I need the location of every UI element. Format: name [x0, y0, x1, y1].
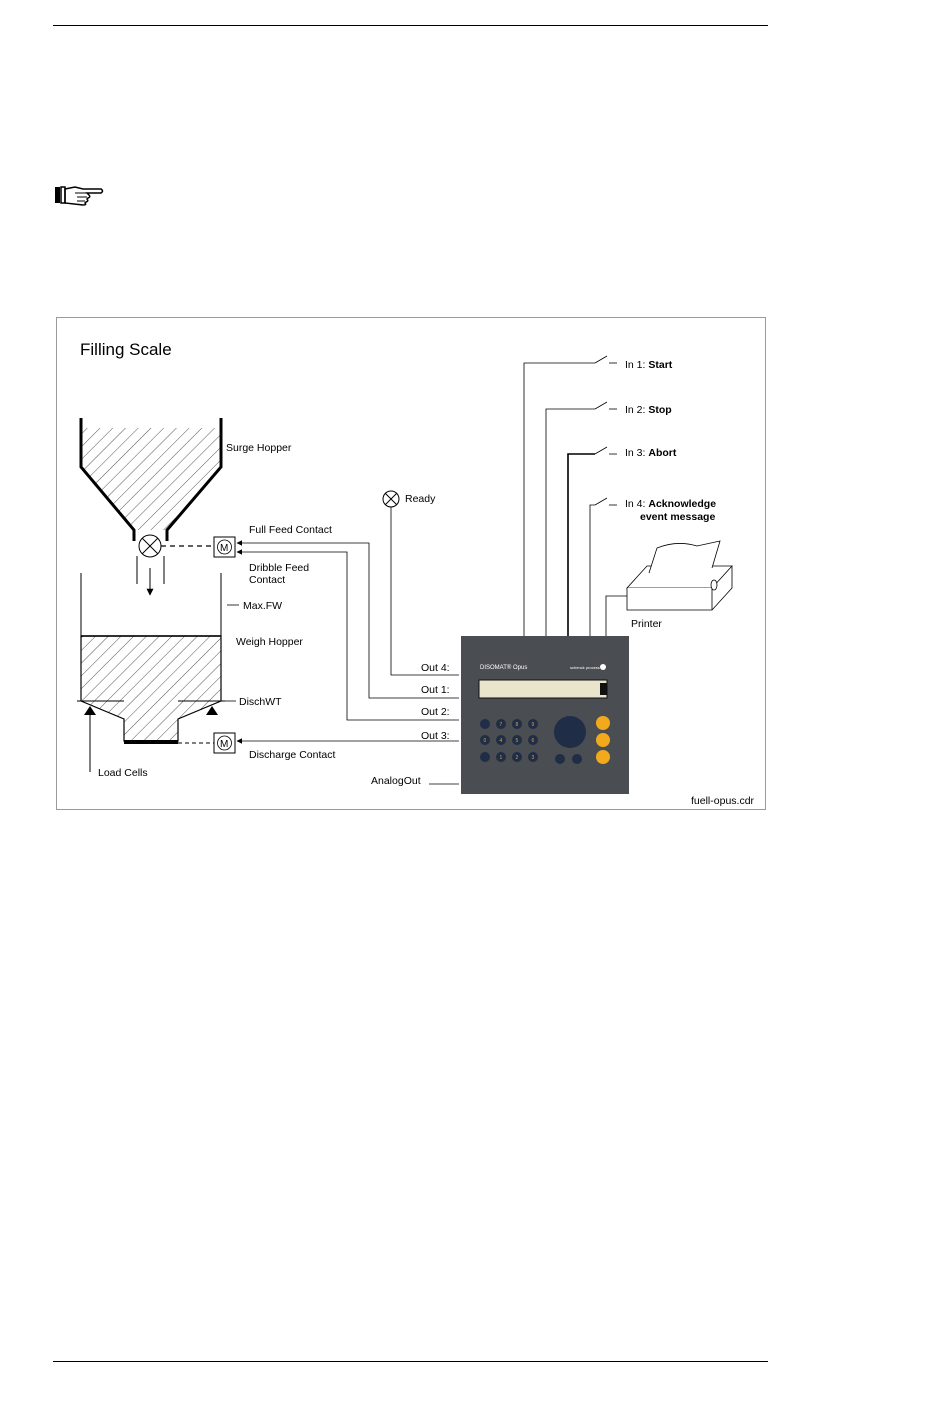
- bottom-rule: [53, 1361, 768, 1362]
- svg-text:M: M: [220, 543, 229, 554]
- in3-name: Abort: [648, 447, 677, 459]
- weigh-hopper: [77, 573, 225, 742]
- svg-text:2: 2: [515, 755, 519, 761]
- svg-text:In 4: Acknowledge: [625, 498, 716, 510]
- discharge-motor-icon: [214, 733, 235, 753]
- filling-scale-figure: [56, 317, 766, 810]
- in1-name: Start: [648, 359, 673, 371]
- out3-label: Out 3:: [421, 730, 450, 742]
- svg-text:In 2: Stop: [625, 404, 672, 416]
- dribble-feed-label-2: Contact: [249, 574, 286, 586]
- load-cell-left-icon: [84, 706, 96, 715]
- in4-name-2: event message: [640, 511, 716, 523]
- load-cell-right-icon: [206, 706, 218, 715]
- discharge-contact-label: Discharge Contact: [249, 749, 336, 761]
- load-cells-label: Load Cells: [98, 767, 148, 779]
- in2-name: Stop: [648, 404, 672, 416]
- svg-text:In 3: Abort: [625, 447, 677, 459]
- in4-prefix: In 4:: [625, 498, 646, 510]
- out4-label: Out 4:: [421, 662, 450, 674]
- printer-label: Printer: [631, 618, 662, 630]
- device-display: [479, 680, 607, 698]
- svg-text:4: 4: [499, 738, 503, 744]
- top-rule: [53, 25, 768, 26]
- max-fw-label: Max.FW: [243, 600, 283, 612]
- in1-prefix: In 1:: [625, 359, 646, 371]
- in4-name-1: Acknowledge: [648, 498, 717, 510]
- pointing-hand-icon: [53, 183, 105, 209]
- surge-hopper: [81, 418, 221, 584]
- device-name: DISOMAT® Opus: [480, 665, 528, 671]
- printer-icon: [627, 541, 732, 610]
- device-brand: schenck process: [570, 665, 600, 670]
- weigh-hopper-label: Weigh Hopper: [236, 636, 303, 648]
- out1-label: Out 1:: [421, 684, 450, 696]
- feed-valve-icon: [139, 535, 161, 557]
- in2-prefix: In 2:: [625, 404, 646, 416]
- svg-text:0: 0: [483, 738, 487, 744]
- svg-text:In 1: Start: [625, 359, 673, 371]
- figure-title: Filling Scale: [80, 340, 172, 359]
- svg-text:5: 5: [515, 738, 519, 744]
- svg-text:1: 1: [499, 755, 503, 761]
- surge-hopper-label: Surge Hopper: [226, 442, 292, 454]
- disch-wt-label: DischWT: [239, 696, 282, 708]
- disomat-opus-device: [461, 636, 629, 794]
- input-wiring: [524, 356, 627, 636]
- out2-label: Out 2:: [421, 706, 450, 718]
- svg-text:8: 8: [515, 722, 519, 728]
- device-function-keys: [596, 716, 610, 764]
- svg-text:9: 9: [531, 722, 535, 728]
- brand-logo-icon: [600, 664, 606, 670]
- in3-prefix: In 3:: [625, 447, 646, 459]
- svg-text:M: M: [220, 739, 229, 750]
- dribble-feed-label-1: Dribble Feed: [249, 562, 310, 574]
- svg-text:7: 7: [499, 722, 503, 728]
- svg-text:6: 6: [531, 738, 535, 744]
- full-feed-contact-label: Full Feed Contact: [249, 524, 332, 536]
- ready-label: Ready: [405, 493, 436, 505]
- feed-motor-icon: [214, 537, 235, 557]
- figure-filename: fuell-opus.cdr: [691, 795, 755, 807]
- analog-out-label: AnalogOut: [371, 775, 421, 787]
- ready-lamp-icon: [383, 491, 399, 507]
- svg-text:3: 3: [531, 755, 535, 761]
